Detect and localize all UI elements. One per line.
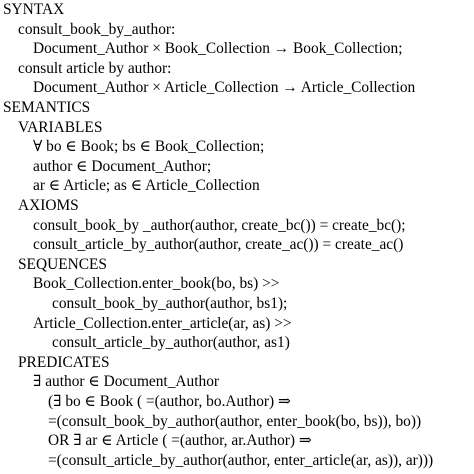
subsection-heading-sequences: SEQUENCES [18,255,107,273]
operation-name-consult-book: consult_book_by_author: [18,20,176,38]
section-heading-semantics: SEMANTICS [3,99,91,116]
operation-signature-book: Document_Author × Book_Collection → Book_Collection; [33,40,403,58]
predicate-line: =(consult_article_by_author(author, enter_article(ar, as)), ar))) [48,451,434,469]
axiom-line: consult_article_by_author(author, create_ac()) = create_ac() [33,236,404,254]
subsection-heading-predicates: PREDICATES [18,353,110,371]
variable-line: author ∈ Document_Author; [33,157,212,175]
subsection-heading-axioms: AXIOMS [18,197,79,214]
variable-line: ar ∈ Article; as ∈ Article_Collection [33,177,260,195]
axiom-line: consult_book_by _author(author, create_bc()) = create_bc(); [33,216,406,234]
predicate-line: (∃ bo ∈ Book ( =(author, bo.Author) ⇒ [48,393,291,410]
sequence-line: consult_article_by_author(author, as1) [52,334,290,352]
predicate-line: OR ∃ ar ∈ Article ( =(author, ar.Author) ⇒ [48,432,312,450]
sequence-line: Article_Collection.enter_article(ar, as) >> [33,314,292,332]
predicate-line: =(consult_book_by_author(author, enter_book(bo, bs)), bo)) [48,412,422,430]
sequence-line: consult_book_by_author(author, bs1); [52,295,288,312]
sequence-line: Book_Collection.enter_book(bo, bs) >> [33,275,280,293]
operation-name-consult-article: consult article by author: [18,59,172,77]
section-heading-syntax: SYNTAX [3,1,65,18]
predicate-line: ∃ author ∈ Document_Author [33,373,220,391]
subsection-heading-variables: VARIABLES [18,118,103,136]
operation-signature-article: Document_Author × Article_Collection → Article_Collection [33,79,416,97]
variable-line: ∀ bo ∈ Book; bs ∈ Book_Collection; [33,138,265,156]
